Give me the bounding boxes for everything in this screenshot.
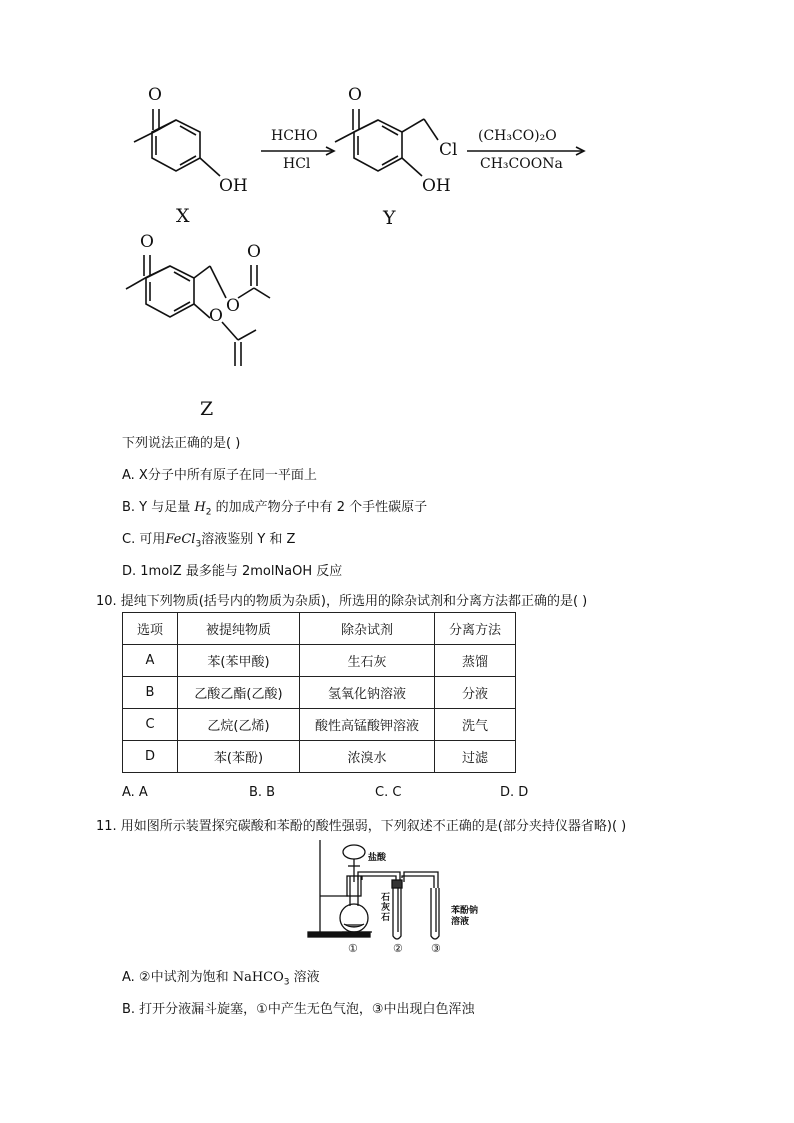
z-ester-carbonyl-oxygen-1: O [247, 242, 261, 262]
q9-option-a: A. X分子中所有原子在同一平面上 [122, 468, 317, 483]
q10-answer-c: C. C [375, 785, 402, 800]
arrow1-reagent-top: HCHO [271, 128, 318, 144]
q9-option-c [122, 528, 295, 550]
table-cell: 苯(苯酚) [178, 741, 300, 773]
table-row [123, 741, 516, 773]
q11-option-a-formula: NaHCO [232, 970, 284, 985]
q9-option-b-symbol: H [194, 500, 206, 515]
q9-stem: 下列说法正确的是( ) [122, 436, 241, 451]
q9-option-b [122, 496, 427, 518]
q9-option-c-prefix: C. 可用 [122, 532, 166, 547]
phenolate-label-line-2: 溶液 [451, 917, 470, 927]
table-header-cell: 分离方法 [435, 613, 516, 645]
q11-option-a-prefix: A. ②中试剂为饱和 [122, 970, 233, 985]
q11-stem: 11. 用如图所示装置探究碳酸和苯酚的酸性强弱，下列叙述不正确的是(部分夹持仪器省略)( ) [96, 819, 627, 834]
phenolate-label-line-1: 苯酚钠 [451, 906, 479, 916]
limestone-label-line-2: 灰 [381, 903, 391, 913]
y-hydroxyl-label: OH [422, 176, 451, 196]
q11-option-a-suffix: 溶液 [289, 970, 320, 985]
table-cell: C [123, 709, 178, 741]
table-header-cell: 被提纯物质 [178, 613, 300, 645]
limestone-label-line-1: 石 [381, 893, 391, 903]
molecule-y-label: Y [383, 207, 396, 229]
marker-2: ② [393, 942, 403, 955]
table-cell: 蒸馏 [435, 645, 516, 677]
x-carbonyl-oxygen: O [148, 85, 162, 105]
table-row [123, 709, 516, 741]
reaction-scheme [0, 0, 794, 420]
molecule-x-label: X [176, 205, 190, 227]
table-cell: 分液 [435, 677, 516, 709]
apparatus-diagram [300, 836, 510, 962]
q10-stem: 10. 提纯下列物质(括号内的物质为杂质)，所选用的除杂试剂和分离方法都正确的是( ) [96, 594, 588, 609]
y-carbonyl-oxygen: O [348, 85, 362, 105]
limestone-label-line-3: 石 [381, 913, 391, 923]
q9-option-c-suffix: 溶液鉴别 Y 和 Z [201, 532, 296, 547]
molecule-z-structure [126, 255, 270, 366]
molecule-z-label: Z [200, 398, 214, 420]
table-cell: 苯(苯甲酸) [178, 645, 300, 677]
table-header-row [123, 613, 516, 645]
q11-option-a-subscript: 3 [283, 977, 290, 988]
table-cell: 洗气 [435, 709, 516, 741]
table-row [123, 677, 516, 709]
y-chlorine-label: Cl [439, 140, 458, 160]
q10-answer-b: B. B [249, 785, 276, 800]
q9-option-b-suffix: 的加成产物分子中有 2 个手性碳原子 [211, 500, 428, 515]
z-ester-oxygen-2: O [209, 306, 223, 326]
table-cell: 生石灰 [300, 645, 435, 677]
q11-option-b: B. 打开分液漏斗旋塞，①中产生无色气泡，③中出现白色浑浊 [122, 1002, 475, 1017]
arrow2-reagent-top: (CH₃CO)₂O [478, 128, 557, 144]
arrow1-reagent-bottom: HCl [283, 156, 311, 172]
q11-option-a [122, 966, 320, 988]
table-cell: 乙烷(乙烯) [178, 709, 300, 741]
arrow2-reagent-bottom: CH₃COONa [480, 156, 563, 172]
table-cell: D [123, 741, 178, 773]
q9-option-d: D. 1molZ 最多能与 2molNaOH 反应 [122, 564, 343, 579]
table-cell: 氢氧化钠溶液 [300, 677, 435, 709]
x-hydroxyl-label: OH [219, 176, 248, 196]
marker-1: ① [348, 942, 358, 955]
molecule-x-structure [134, 109, 220, 176]
z-carbonyl-oxygen: O [140, 232, 154, 252]
molecule-y-structure [335, 109, 438, 176]
q9-option-b-subscript: 2 [205, 507, 212, 518]
phenolate-label [451, 906, 478, 928]
table-header-cell: 除杂试剂 [300, 613, 435, 645]
table-row [123, 645, 516, 677]
table-cell: B [123, 677, 178, 709]
limestone-label [381, 893, 390, 923]
table-cell: A [123, 645, 178, 677]
table-cell: 过滤 [435, 741, 516, 773]
q10-answer-d: D. D [500, 785, 529, 800]
q9-option-c-symbol: FeCl [165, 532, 196, 547]
q9-option-b-prefix: B. Y 与足量 [122, 500, 195, 515]
table-cell: 酸性高锰酸钾溶液 [300, 709, 435, 741]
q9-option-c-subscript: 3 [195, 539, 202, 550]
acid-label: 盐酸 [368, 853, 387, 863]
q10-answer-a: A. A [122, 785, 148, 800]
marker-3: ③ [431, 942, 441, 955]
z-ester-oxygen-1: O [226, 296, 240, 316]
table-cell: 浓溴水 [300, 741, 435, 773]
q10-table [122, 612, 516, 773]
table-header-cell: 选项 [123, 613, 178, 645]
table-cell: 乙酸乙酯(乙酸) [178, 677, 300, 709]
